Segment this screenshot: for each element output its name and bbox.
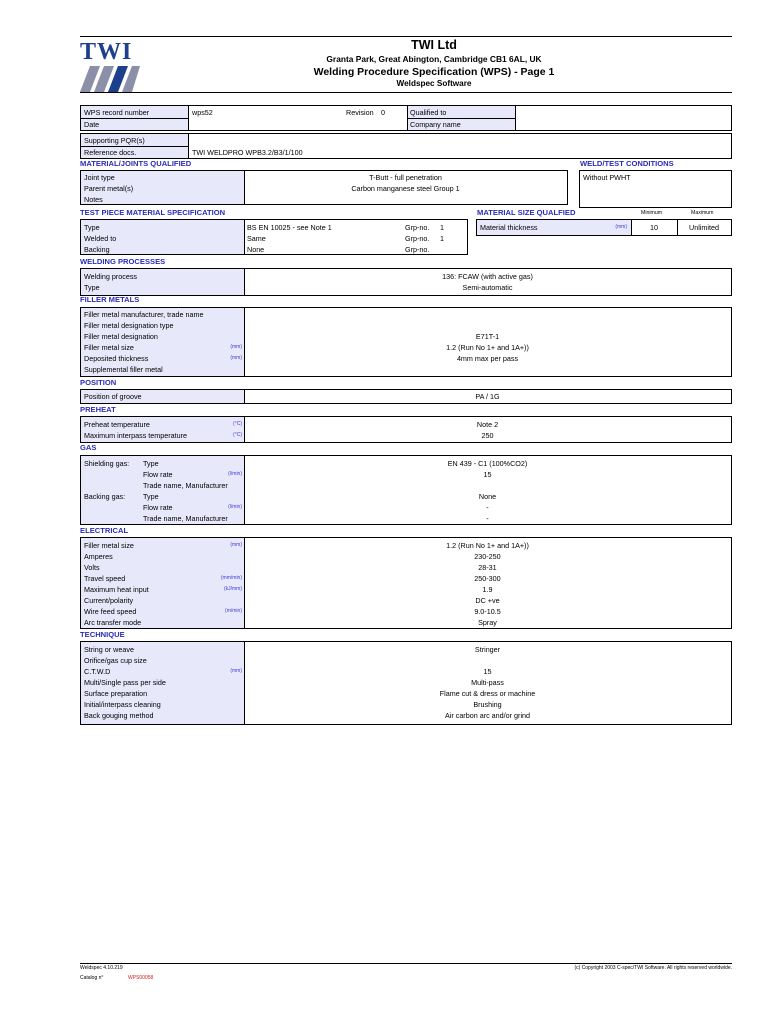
row-unit: (l/min) bbox=[228, 471, 242, 477]
row-unit: (mm) bbox=[230, 355, 242, 361]
row-value: Air carbon arc and/or grind bbox=[444, 711, 531, 720]
row-unit: (mm/min) bbox=[220, 575, 242, 581]
reference-box bbox=[80, 133, 732, 159]
row-label: Multi/Single pass per side bbox=[84, 678, 166, 687]
wps-record-value: wps52 bbox=[192, 108, 213, 117]
min-label: Minimum bbox=[641, 210, 663, 216]
joints-box bbox=[80, 170, 568, 205]
parent-metal-label: Parent metal(s) bbox=[84, 184, 134, 193]
row-value: Spray bbox=[478, 618, 497, 627]
section-preheat: PREHEAT bbox=[80, 405, 116, 414]
row-label: Preheat temperature bbox=[84, 420, 150, 429]
tp-welded-value: Same bbox=[247, 234, 266, 243]
row-unit: (°C) bbox=[233, 432, 242, 438]
software-name: Weldspec Software bbox=[396, 79, 472, 88]
row-value: E71T-1 bbox=[475, 332, 500, 341]
row-label: Type bbox=[143, 459, 159, 468]
thickness-unit: (mm) bbox=[615, 224, 627, 230]
section-electrical: ELECTRICAL bbox=[80, 526, 129, 535]
row-value: Note 2 bbox=[476, 420, 499, 429]
row-value: EN 439 - C1 (100%CO2) bbox=[447, 459, 528, 468]
row-unit: (l/min) bbox=[228, 504, 242, 510]
row-label: Initial/interpass cleaning bbox=[84, 700, 161, 709]
section-position: POSITION bbox=[80, 378, 117, 387]
logo-text: TWI bbox=[80, 39, 133, 65]
row-value: 15 bbox=[483, 470, 492, 479]
section-test-piece: TEST PIECE MATERIAL SPECIFICATION bbox=[80, 208, 226, 217]
row-unit: (mm) bbox=[230, 668, 242, 674]
row-label: Travel speed bbox=[84, 574, 126, 583]
document-title: Welding Procedure Specification (WPS) - Page 1 bbox=[313, 66, 555, 78]
tp-backing-label: Backing bbox=[84, 245, 110, 254]
row-label: Surface preparation bbox=[84, 689, 148, 698]
row-value: Flame cut & dress or machine bbox=[439, 689, 536, 698]
row-value: Stringer bbox=[474, 645, 501, 654]
row-label: Maximum interpass temperature bbox=[84, 431, 188, 440]
filler-box bbox=[80, 307, 732, 377]
qualified-to-label: Qualified to bbox=[410, 108, 447, 117]
row-value: Brushing bbox=[473, 700, 502, 709]
process-type-value: Semi-automatic bbox=[462, 283, 513, 292]
row-label: Type bbox=[143, 492, 159, 501]
wps-record-label: WPS record number bbox=[84, 108, 150, 117]
row-value: 1.2 (Run No 1+ and 1A+)) bbox=[446, 343, 529, 352]
joint-type-value: T-Butt - full penetration bbox=[369, 173, 442, 182]
electrical-box bbox=[80, 537, 732, 629]
process-type-label: Type bbox=[84, 283, 100, 292]
tp-backing-value: None bbox=[247, 245, 265, 254]
company-name-label: Company name bbox=[410, 120, 461, 129]
backing-gas-label: Backing gas: bbox=[84, 492, 126, 501]
row-unit: (mm) bbox=[230, 542, 242, 548]
row-value: - bbox=[486, 503, 489, 512]
thickness-min: 10 bbox=[650, 223, 658, 232]
row-label: Trade name, Manufacturer bbox=[143, 481, 228, 490]
company-name: TWI Ltd bbox=[411, 38, 457, 52]
row-label: Deposited thickness bbox=[84, 354, 149, 363]
row-label: Volts bbox=[84, 563, 100, 572]
section-welding-processes: WELDING PROCESSES bbox=[80, 257, 166, 266]
row-value: DC +ve bbox=[475, 596, 500, 605]
technique-box bbox=[80, 641, 732, 725]
notes-label: Notes bbox=[84, 195, 103, 204]
tp-type-label: Type bbox=[84, 223, 100, 232]
section-material-joints: MATERIAL/JOINTS QUALIFIED bbox=[80, 159, 192, 168]
row-unit: (m/min) bbox=[225, 608, 242, 614]
preheat-box bbox=[80, 416, 732, 443]
tp-welded-grp-value: 1 bbox=[440, 234, 444, 243]
tp-type-grp-value: 1 bbox=[440, 223, 444, 232]
row-label: Supplemental filler metal bbox=[84, 365, 163, 374]
date-label: Date bbox=[84, 120, 100, 129]
row-value: - bbox=[486, 514, 489, 523]
row-value: 28-31 bbox=[478, 563, 497, 572]
row-label: Filler metal designation bbox=[84, 332, 158, 341]
section-technique: TECHNIQUE bbox=[80, 630, 125, 639]
row-label: Filler metal designation type bbox=[84, 321, 174, 330]
joint-type-label: Joint type bbox=[84, 173, 115, 182]
row-label: Arc transfer mode bbox=[84, 618, 142, 627]
row-label: Flow rate bbox=[143, 503, 173, 512]
section-weld-test: WELD/TEST CONDITIONS bbox=[580, 159, 674, 168]
gas-box bbox=[80, 455, 732, 525]
row-label: Filler metal size bbox=[84, 343, 134, 352]
process-value: 136: FCAW (with active gas) bbox=[442, 272, 533, 281]
row-label: Amperes bbox=[84, 552, 113, 561]
row-unit: (°C) bbox=[233, 421, 242, 427]
tp-type-value: BS EN 10025 - see Note 1 bbox=[247, 223, 332, 232]
row-label: Filler metal size bbox=[84, 541, 134, 550]
footer-catalog-label: Catalog n° bbox=[80, 975, 104, 981]
row-value: 9.0-10.5 bbox=[474, 607, 501, 616]
tp-backing-grp: Grp-no. bbox=[405, 245, 430, 254]
logo-stripes-icon bbox=[80, 66, 140, 92]
tp-type-grp: Grp-no. bbox=[405, 223, 430, 232]
weld-test-value: Without PWHT bbox=[583, 173, 631, 182]
position-value: PA / 1G bbox=[475, 392, 500, 401]
twi-logo bbox=[80, 40, 142, 96]
row-label: String or weave bbox=[84, 645, 134, 654]
process-label: Welding process bbox=[84, 272, 138, 281]
footer-catalog-value: WPS00058 bbox=[128, 975, 154, 981]
footer-rule bbox=[80, 963, 732, 964]
row-value: 1.9 bbox=[482, 585, 493, 594]
footer-copyright: (c) Copyright 2003 C-spec/TWI Software. All rights reserved worldwide. bbox=[574, 965, 732, 971]
row-label: Current/polarity bbox=[84, 596, 134, 605]
material-size-box bbox=[476, 219, 732, 236]
reference-label: Reference docs. bbox=[84, 148, 137, 157]
row-value: 250 bbox=[481, 431, 494, 440]
row-label: Maximum heat input bbox=[84, 585, 149, 594]
shielding-gas-label: Shielding gas: bbox=[84, 459, 130, 468]
row-unit: (mm) bbox=[230, 344, 242, 350]
row-value: Multi-pass bbox=[471, 678, 504, 687]
row-label: Back gouging method bbox=[84, 711, 154, 720]
row-value: None bbox=[478, 492, 497, 501]
parent-metal-value: Carbon manganese steel Group 1 bbox=[351, 184, 460, 193]
row-value: 1.2 (Run No 1+ and 1A+)) bbox=[446, 541, 529, 550]
row-unit: (kJ/mm) bbox=[223, 586, 242, 592]
section-gas: GAS bbox=[80, 443, 97, 452]
processes-box bbox=[80, 268, 732, 296]
row-value: 15 bbox=[483, 667, 492, 676]
row-label: Wire feed speed bbox=[84, 607, 137, 616]
tp-welded-grp: Grp-no. bbox=[405, 234, 430, 243]
row-value: 230-250 bbox=[474, 552, 501, 561]
row-value: 250-300 bbox=[474, 574, 501, 583]
position-label: Position of groove bbox=[84, 392, 142, 401]
row-label: Trade name, Manufacturer bbox=[143, 514, 228, 523]
section-material-size: MATERIAL SIZE QUALFIED bbox=[477, 208, 576, 217]
thickness-label: Material thickness bbox=[480, 223, 538, 232]
reference-value: TWI WELDPRO WPB3.2/B3/1/100 bbox=[192, 148, 303, 157]
pqr-label: Supporting PQR(s) bbox=[84, 136, 145, 145]
position-box bbox=[80, 389, 732, 404]
test-piece-box bbox=[80, 219, 468, 255]
header-bottom-rule bbox=[80, 92, 732, 93]
tp-welded-label: Welded to bbox=[84, 234, 117, 243]
thickness-max: Unlimited bbox=[689, 223, 719, 232]
company-address: Granta Park, Great Abington, Cambridge CB1 6AL, UK bbox=[326, 54, 542, 64]
record-box bbox=[80, 105, 732, 131]
weld-test-box bbox=[579, 170, 732, 208]
row-label: Orifice/gas cup size bbox=[84, 656, 147, 665]
footer-version: Weldspec 4.10.219 bbox=[80, 965, 123, 971]
row-label: Flow rate bbox=[143, 470, 173, 479]
row-label: C.T.W.D bbox=[84, 667, 111, 676]
row-label: Filler metal manufacturer, trade name bbox=[84, 310, 204, 319]
revision-value: 0 bbox=[381, 108, 385, 117]
section-filler-metals: FILLER METALS bbox=[80, 295, 140, 304]
revision-label: Revision bbox=[346, 108, 374, 117]
max-label: Maximum bbox=[691, 210, 714, 216]
row-value: 4mm max per pass bbox=[456, 354, 519, 363]
